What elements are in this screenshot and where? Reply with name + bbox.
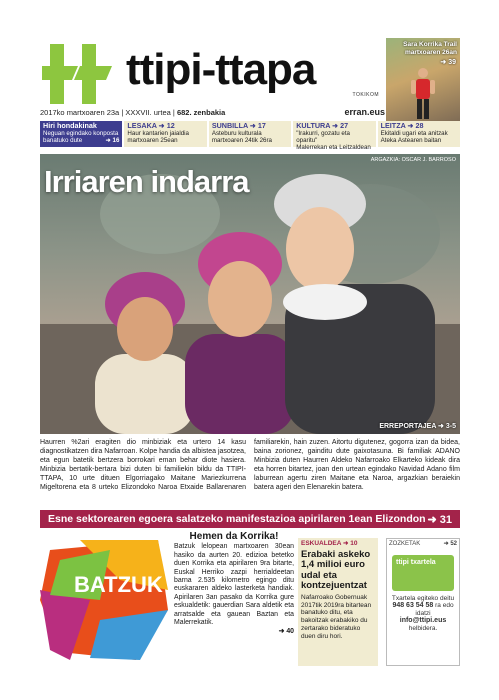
teaser-leitza[interactable]: LEITZA ➜ 28 Ekitaldi ugari eta anitzak Ateka Astearen baitan	[378, 121, 460, 147]
photo-credit: ARGAZKIA: OSCAR J. BARROSO	[370, 157, 456, 163]
issue-number: 682. zenbakia	[176, 108, 226, 117]
masthead	[40, 38, 385, 108]
eskualdea-headline: Erabaki askeko 1,4 milioi euro udal eta kontzejuentzat	[301, 548, 371, 592]
hero-photo[interactable]	[40, 154, 460, 434]
ad-phone: 948 63 54 58	[392, 602, 434, 609]
korrika-article	[174, 533, 294, 637]
banner-text: Esne sektorearen egoera salatzeko manifestazioa apirilaren 1ean Elizondon	[48, 513, 426, 525]
manifestazioa-banner[interactable]	[40, 510, 460, 528]
issue-date: 2017ko martxoaren 23a	[40, 108, 120, 117]
logo-text: ttipi-ttapa	[126, 45, 316, 94]
korrika-body: Batzuk lelopean martxoaren 30ean hasiko da aurten 20. edizioa betetko duen Korrika eta apirilaren 9ra bitarte, Euskal Herriko zazpi herrialdeetan barna 2.535 kilometro egingo ditu euskararen aldeko lasterketa handiak. Apirilaren 3an pasako da Korrika gure eskualdetik: gauerdian Sara aldetik eta arratsalde eta gauean Baztan eta Malerrekatik.	[174, 543, 294, 627]
teaser-kultura[interactable]: KULTURA ➜ 27 "Irakurri, gozatu eta oparitu" Malerrekan eta Leitzaldean	[293, 121, 375, 147]
korrika-title: Hemen da Korrika!	[189, 531, 279, 542]
hero-title: Irriaren indarra	[44, 164, 249, 199]
korrika-batzuk-poster[interactable]	[40, 540, 168, 660]
korrika-page[interactable]: ➜ 40	[278, 628, 294, 636]
teaser-hiri-hondakinak[interactable]: Hiri hondakinak Neguan egindako konposta banatuko dute ➜ 16	[40, 121, 122, 147]
dateline: 2017ko martxoaren 23a | XXXVII. urtea | 682. zenbakia erran.eus	[40, 107, 385, 117]
report-page-ref[interactable]: ERREPORTAJEA ➜ 3-5	[379, 423, 456, 430]
issue-year: XXXVII. urtea	[125, 108, 171, 117]
ad-label: ZOZKETAK	[389, 541, 421, 547]
tokikom-label: TOKIKOM	[352, 92, 379, 98]
promo-text: Sara Korrika Trail martxoaren 26an	[403, 41, 457, 56]
eskualdea-article[interactable]	[298, 538, 378, 666]
ad-email[interactable]: info@ttipi.eus	[399, 617, 447, 624]
teaser-sunbilla[interactable]: SUNBILLA ➜ 17 Asteburu kulturala martxoaren 24tik 26ra	[209, 121, 291, 147]
lead-article: Haurren %2ari eragiten dio minbiziak eta urtero 14 kasu diagnostikatzen dira Nafarroan. Kolpe handia da albistea jasotzea, eta egun batetik bertzera borrokari eman behar diote hasiera. Minbizia bertatik-bertara bizi duten bi familiekin bildu da TTIPI-TTAPA, 10 urte dituen Elgorriagako Maitane Mariezkurrena Migeltorena eta 8 urteko Elizondoko Naroa Etxaide Ballarenaren familiarekin, hain zuzen. Aitortu digutenez, gogorra izan da bidea, baina zorionez, gainditu dute gaixotasuna. Bi familiak ADANO Minbizia duten Haurren Aldeko Nafarroako Elkarteko kideak dira eta horren bitartez, joan den urtean egindako Navidad Adano film laburrean agertu ziren Maitane eta Naroa, argazkian beraiekin batera ageri den Elenarekin batera.	[40, 439, 460, 491]
txartela-card-icon: ttipi txartela	[392, 555, 454, 591]
teaser-row	[40, 121, 460, 151]
eskualdea-body: Nafarroako Gobernuak 2017tik 2019ra bitartean banatuko ditu, eta bakoitzak erabakiko du zertarako bideratuko duen diru hori.	[301, 593, 372, 640]
site-url[interactable]: erran.eus	[344, 107, 385, 117]
banner-page: ➜ 31	[427, 513, 452, 526]
ttipi-txartela-ad[interactable]	[386, 538, 460, 666]
korrika-logo-text: BATZUK	[74, 572, 163, 597]
promo-page: ➜ 39	[440, 59, 456, 66]
promo-sara-korrika[interactable]	[386, 38, 460, 122]
runner-icon	[408, 66, 438, 122]
ad-page: ➜ 52	[443, 541, 457, 547]
ad-text: Txartela egiteko deitu 948 63 54 58 ra edo idatzi info@ttipi.eus helbidera.	[391, 594, 455, 632]
ttipi-ttapa-logo-icon	[42, 44, 112, 104]
teaser-lesaka[interactable]: LESAKA ➜ 12 Haur kantarien jaialdia martxoaren 25ean	[124, 121, 206, 147]
eskualdea-kicker: ESKUALDEA ➜ 10	[301, 540, 358, 547]
